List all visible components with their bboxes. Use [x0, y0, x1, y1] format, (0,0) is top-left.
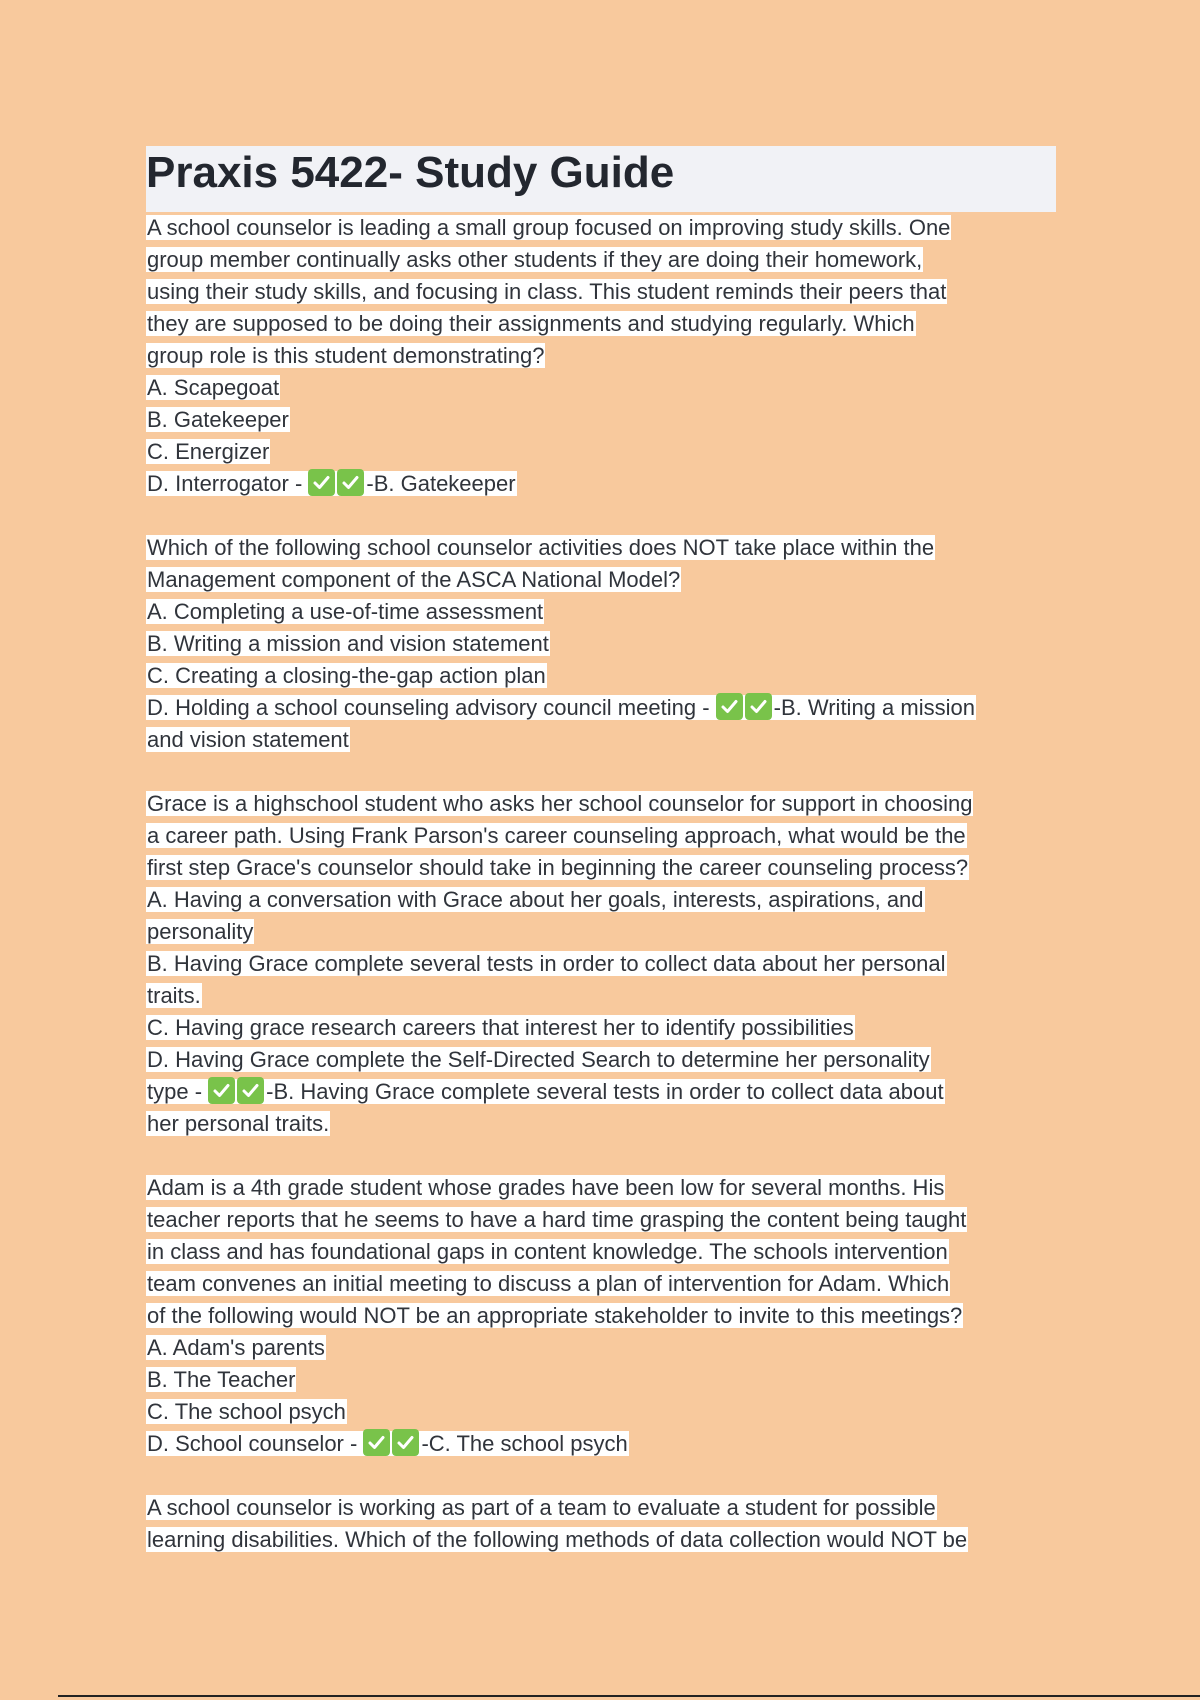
line-text [146, 1527, 968, 1552]
answer-text: -B. Having Grace complete several tests in order to collect data about [266, 1079, 944, 1104]
text-line [146, 724, 1066, 756]
line-text-content: personality [147, 919, 254, 944]
text-line [146, 628, 1066, 660]
answer-text: -B. Gatekeeper [366, 471, 516, 496]
line-text-content: D. Interrogator - [147, 471, 309, 496]
line-text-content: B. Writing a mission and vision statement [147, 631, 549, 656]
line-text-content: B. The Teacher [147, 1367, 296, 1392]
text-line [146, 1172, 1066, 1204]
text-line [146, 1236, 1066, 1268]
text-line [146, 404, 1066, 436]
text-line [146, 1204, 1066, 1236]
line-text-content: group role is this student demonstrating? [147, 343, 545, 368]
line-text-content: C. Creating a closing-the-gap action plan [147, 663, 546, 688]
line-text-content: A. Scapegoat [147, 375, 280, 400]
line-text [146, 471, 517, 496]
line-text [146, 599, 544, 624]
line-text-content: D. School counselor - [147, 1431, 364, 1456]
line-text-content: learning disabilities. Which of the following methods of data collection would NOT be [147, 1527, 968, 1552]
line-text [146, 215, 951, 240]
line-text-content: team convenes an initial meeting to discuss a plan of intervention for Adam. Which [147, 1271, 950, 1296]
line-text [146, 1495, 937, 1520]
text-line [146, 1396, 1066, 1428]
text-line [146, 788, 1066, 820]
text-line [146, 1300, 1066, 1332]
line-text [146, 247, 923, 272]
line-text-content: Grace is a highschool student who asks her school counselor for support in choosing [147, 791, 973, 816]
line-text-content: traits. [147, 983, 201, 1008]
line-text [146, 1207, 967, 1232]
double-check-icon [745, 693, 772, 720]
line-text [146, 1079, 945, 1104]
line-text [146, 823, 967, 848]
document-body [146, 212, 1066, 1588]
line-text-content: C. Having grace research careers that interest her to identify possibilities [147, 1015, 854, 1040]
line-text-content: using their study skills, and focusing in class. This student reminds their peers that [147, 279, 947, 304]
text-line [146, 244, 1066, 276]
line-text-content: B. Gatekeeper [147, 407, 289, 432]
line-text-content: in class and has foundational gaps in content knowledge. The schools intervention [147, 1239, 948, 1264]
line-text-content: group member continually asks other students if they are doing their homework, [147, 247, 923, 272]
text-line [146, 1268, 1066, 1300]
double-check-icon [237, 1077, 264, 1104]
line-text [146, 279, 947, 304]
text-line [146, 980, 1066, 1012]
text-line [146, 1076, 1066, 1108]
line-text-content: they are supposed to be doing their assignments and studying regularly. Which [147, 311, 915, 336]
answer-text: -C. The school psych [421, 1431, 628, 1456]
text-line [146, 564, 1066, 596]
double-check-icon [308, 469, 335, 496]
line-text [146, 887, 925, 912]
line-text-content: a career path. Using Frank Parson's career counseling approach, what would be the [147, 823, 966, 848]
text-line [146, 468, 1066, 500]
line-text [146, 1239, 949, 1264]
text-line [146, 1044, 1066, 1076]
text-line [146, 1108, 1066, 1140]
line-text [146, 1271, 950, 1296]
question-block [146, 532, 1066, 756]
double-check-icon [392, 1429, 419, 1456]
text-line [146, 532, 1066, 564]
line-text-content: of the following would NOT be an appropriate stakeholder to invite to this meetings? [147, 1303, 963, 1328]
line-text-content: and vision statement [147, 727, 349, 752]
text-line [146, 1492, 1066, 1524]
line-text-content: her personal traits. [147, 1111, 330, 1136]
line-text-content: B. Having Grace complete several tests in order to collect data about her personal [147, 951, 946, 976]
text-line [146, 1012, 1066, 1044]
line-text [146, 855, 969, 880]
line-text [146, 375, 280, 400]
text-line [146, 692, 1066, 724]
line-text [146, 919, 254, 944]
line-text-content: first step Grace's counselor should take in beginning the career counseling process? [147, 855, 969, 880]
line-text [146, 407, 290, 432]
line-text [146, 1111, 330, 1136]
line-text [146, 1431, 629, 1456]
double-check-icon [716, 693, 743, 720]
text-line [146, 1524, 1066, 1556]
line-text [146, 439, 270, 464]
text-line [146, 308, 1066, 340]
line-text [146, 1367, 296, 1392]
line-text-content: A. Completing a use-of-time assessment [147, 599, 544, 624]
question-block [146, 1492, 1066, 1556]
line-text [146, 663, 547, 688]
page-bottom-rule [58, 1695, 1200, 1697]
text-line [146, 372, 1066, 404]
line-text [146, 1303, 963, 1328]
line-text [146, 311, 916, 336]
line-text [146, 343, 545, 368]
line-text-content: A school counselor is working as part of a team to evaluate a student for possible [147, 1495, 936, 1520]
text-line [146, 852, 1066, 884]
line-text-content: teacher reports that he seems to have a hard time grasping the content being taught [147, 1207, 967, 1232]
line-text [146, 567, 681, 592]
text-line [146, 660, 1066, 692]
line-text [146, 535, 935, 560]
line-text-content: C. The school psych [147, 1399, 346, 1424]
question-block [146, 212, 1066, 500]
page-title: Praxis 5422- Study Guide [146, 148, 675, 197]
text-line [146, 1364, 1066, 1396]
line-text-content: Management component of the ASCA National Model? [147, 567, 681, 592]
text-line [146, 436, 1066, 468]
line-text [146, 951, 947, 976]
line-text-content: Which of the following school counselor activities does NOT take place within the [147, 535, 935, 560]
text-line [146, 340, 1066, 372]
text-line [146, 916, 1066, 948]
text-line [146, 820, 1066, 852]
text-line [146, 884, 1066, 916]
line-text-content: C. Energizer [147, 439, 270, 464]
line-text [146, 1047, 931, 1072]
text-line [146, 1428, 1066, 1460]
line-text [146, 1335, 326, 1360]
line-text-content: A. Adam's parents [147, 1335, 325, 1360]
line-text-content: Adam is a 4th grade student whose grades have been low for several months. His [147, 1175, 945, 1200]
line-text [146, 695, 976, 720]
question-block [146, 1172, 1066, 1460]
line-text-content: D. Holding a school counseling advisory council meeting - [147, 695, 716, 720]
line-text [146, 631, 550, 656]
line-text [146, 1399, 347, 1424]
question-block [146, 788, 1066, 1140]
line-text [146, 983, 202, 1008]
line-text [146, 727, 350, 752]
line-text-content: type - [147, 1079, 209, 1104]
answer-text: -B. Writing a mission [773, 695, 975, 720]
line-text-content: A school counselor is leading a small group focused on improving study skills. One [147, 215, 951, 240]
text-line [146, 212, 1066, 244]
line-text [146, 1015, 855, 1040]
text-line [146, 276, 1066, 308]
line-text-content: D. Having Grace complete the Self-Directed Search to determine her personality [147, 1047, 930, 1072]
line-text [146, 1175, 945, 1200]
line-text [146, 791, 973, 816]
double-check-icon [208, 1077, 235, 1104]
text-line [146, 596, 1066, 628]
double-check-icon [337, 469, 364, 496]
text-line [146, 948, 1066, 980]
double-check-icon [363, 1429, 390, 1456]
line-text-content: A. Having a conversation with Grace about her goals, interests, aspirations, and [147, 887, 924, 912]
text-line [146, 1332, 1066, 1364]
